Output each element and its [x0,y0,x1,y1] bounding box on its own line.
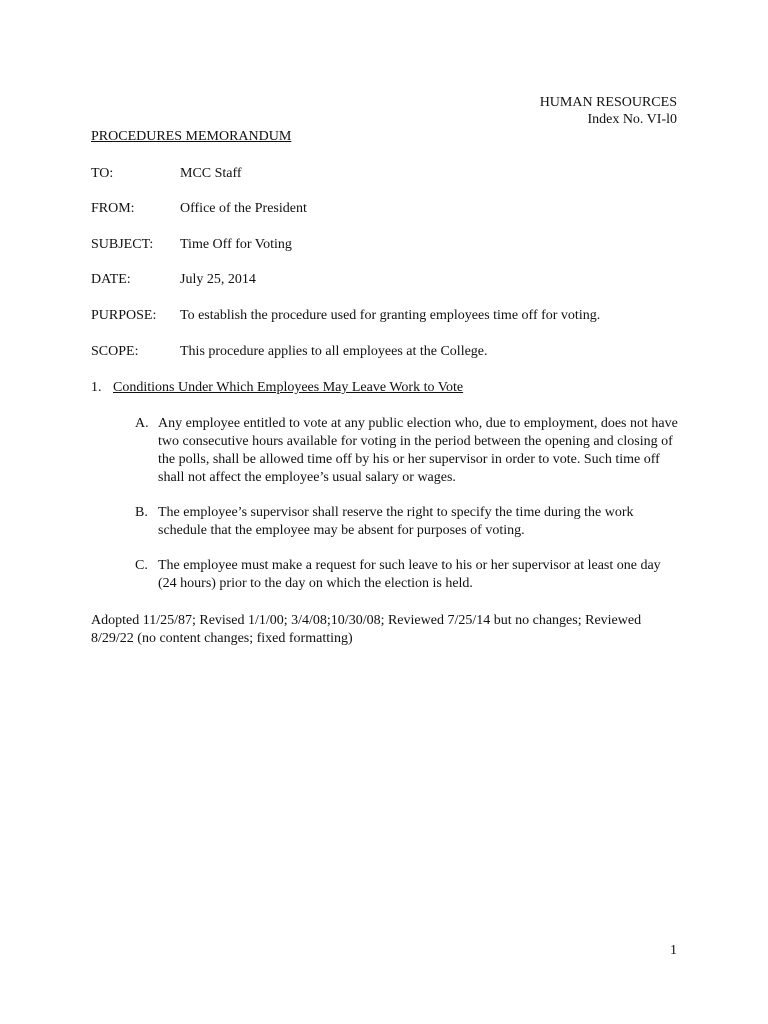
field-scope [91,344,691,362]
revision-history: Adopted 11/25/87; Revised 1/1/00; 3/4/08;10/30/08; Reviewed 7/25/14 but no changes; Reviewed 8/29/22 (no content changes; fixed formatting) [91,613,642,646]
item-letter: A. [135,416,149,431]
field-label: SCOPE: [91,344,139,359]
field-from [91,201,691,219]
field-to [91,166,691,184]
field-label: PURPOSE: [91,308,157,323]
field-label: DATE: [91,272,131,287]
field-label: TO: [91,166,114,181]
field-value: Office of the President [180,201,307,216]
item-text: The employee must make a request for such leave to his or her supervisor at least one day (24 hours) prior to the day on which the election is held. [158,558,661,591]
field-subject [91,237,691,255]
field-date [91,272,691,290]
field-value: MCC Staff [180,166,242,181]
department-name: HUMAN RESOURCES [539,95,677,110]
memo-title: PROCEDURES MEMORANDUM [91,129,292,144]
index-number: Index No. VI-l0 [587,112,677,127]
field-value: To establish the procedure used for granting employees time off for voting. [180,308,601,323]
item-letter: C. [135,558,148,573]
item-text: Any employee entitled to vote at any public election who, due to employment, does not have two consecutive hours available for voting in the period between the opening and closing of the polls, shall be allowed time off by his or her supervisor in order to vote. Such time off shall not affect the employee’s usual salary or wages. [158,416,678,485]
section-title: Conditions Under Which Employees May Leave Work to Vote [113,380,464,395]
field-label: SUBJECT: [91,237,154,252]
section-heading [91,380,463,396]
document-header [540,94,677,128]
field-value: This procedure applies to all employees at the College. [180,344,488,359]
list-item [135,415,680,487]
item-text: The employee’s supervisor shall reserve the right to specify the time during the work schedule that the employee may be absent for purposes of voting. [158,505,634,538]
field-label: FROM: [91,201,135,216]
field-value: Time Off for Voting [180,237,292,252]
field-value: July 25, 2014 [180,272,256,287]
list-item [135,557,680,593]
field-purpose [91,308,691,326]
item-letter: B. [135,505,148,520]
section-number: 1. [91,380,102,395]
page-number: 1 [670,943,677,958]
list-item [135,504,680,540]
